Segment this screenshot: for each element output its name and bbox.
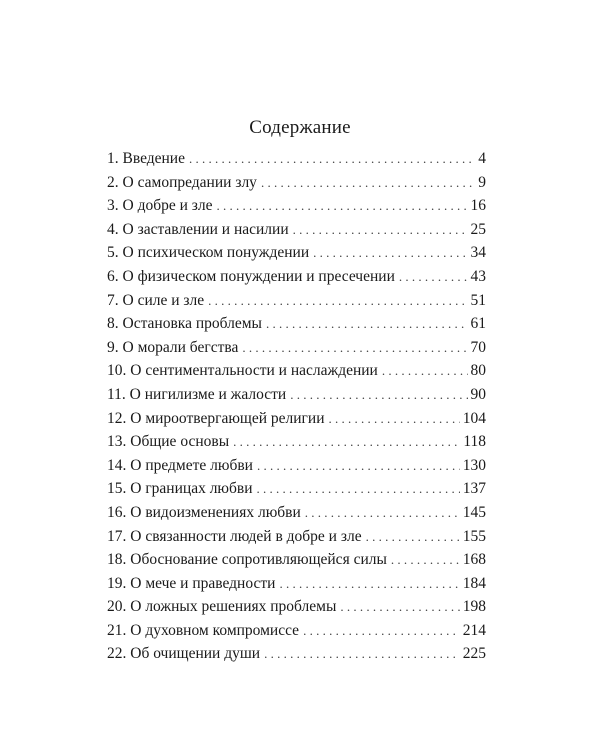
toc-entry xyxy=(107,619,486,643)
toc-entry-page: 4 xyxy=(478,150,486,167)
toc-dot-leader xyxy=(257,454,460,478)
toc-entry xyxy=(107,642,486,666)
toc-entry-label: 1. Введение xyxy=(107,150,185,167)
toc-entry xyxy=(107,454,486,478)
toc-entry-label: 16. О видоизменениях любви xyxy=(107,503,301,521)
toc-entry-label: 3. О добре и зле xyxy=(107,197,213,215)
toc-entry xyxy=(107,241,486,265)
toc-dot-leader xyxy=(340,595,459,619)
toc-entry xyxy=(107,265,486,289)
toc-entry xyxy=(107,194,486,218)
page-title: Содержание xyxy=(249,117,351,138)
toc-dot-leader xyxy=(242,336,467,360)
toc-entry-label: 10. О сентиментальности и наслаждении xyxy=(107,362,378,380)
toc-entry xyxy=(107,336,486,360)
toc-entry xyxy=(107,147,486,171)
toc-entry-page: 118 xyxy=(463,433,486,451)
toc-entry xyxy=(107,218,486,242)
toc-entry-label: 15. О границах любви xyxy=(107,480,253,498)
toc-entry-label: 21. О духовном компромиссе xyxy=(107,621,300,639)
toc-entry xyxy=(107,383,486,407)
toc-entry-page: 130 xyxy=(462,456,486,474)
toc-dot-leader xyxy=(329,407,460,431)
toc-entry xyxy=(107,407,486,431)
toc-entry-page: 145 xyxy=(462,503,486,521)
toc-entry-page: 9 xyxy=(478,173,486,191)
toc-entry-page: 34 xyxy=(470,244,486,262)
toc-dot-leader xyxy=(189,147,475,171)
toc-entry xyxy=(107,548,486,572)
toc-entry-label: 9. О морали бегства xyxy=(107,338,239,356)
toc-dot-leader xyxy=(391,548,460,572)
toc-entry-label: 22. Об очищении души xyxy=(107,645,261,663)
toc-entry-label: 4. О заставлении и насилии xyxy=(107,220,289,238)
toc-dot-leader xyxy=(266,312,468,336)
toc-entry-label: 8. Остановка проблемы xyxy=(107,315,262,333)
toc-entry-page: 155 xyxy=(462,527,486,545)
toc-entry-label: 12. О мироотвергающей религии xyxy=(107,409,325,427)
toc-dot-leader xyxy=(366,525,460,549)
toc-dot-leader xyxy=(313,241,467,265)
toc-entry-page: 90 xyxy=(470,385,486,403)
toc-dot-leader xyxy=(305,501,460,525)
toc-dot-leader xyxy=(293,218,468,242)
toc-entry xyxy=(107,359,486,383)
toc-entry-page: 225 xyxy=(462,645,486,663)
toc-entry-label: 20. О ложных решениях проблемы xyxy=(107,598,337,616)
toc-entry-label: 7. О силе и зле xyxy=(107,291,205,309)
toc-dot-leader xyxy=(264,642,460,666)
toc-entry xyxy=(107,312,486,336)
toc-entry-page: 137 xyxy=(462,480,486,498)
toc-dot-leader xyxy=(399,265,468,289)
toc-entry-label: 13. Общие основы xyxy=(107,433,230,451)
toc-dot-leader xyxy=(208,289,467,313)
toc-dot-leader xyxy=(303,619,460,643)
toc-dot-leader xyxy=(217,194,468,218)
toc-entry-label: 19. О мече и праведности xyxy=(107,574,276,592)
toc-entry-page: 16 xyxy=(470,197,486,215)
toc-entry xyxy=(107,289,486,313)
toc-entry-page: 70 xyxy=(470,338,486,356)
toc-dot-leader xyxy=(279,572,459,596)
toc-dot-leader xyxy=(233,430,460,454)
toc-entry-label: 18. Обоснование сопротивляющейся силы xyxy=(107,551,387,569)
toc-dot-leader xyxy=(261,171,475,195)
toc-dot-leader xyxy=(382,359,468,383)
toc-entry-page: 104 xyxy=(462,409,486,427)
toc-entry xyxy=(107,501,486,525)
toc-entry-label: 5. О психическом понуждении xyxy=(107,244,310,262)
toc-dot-leader xyxy=(257,477,460,501)
table-of-contents xyxy=(107,147,486,666)
toc-entry-label: 14. О предмете любви xyxy=(107,456,253,474)
toc-dot-leader xyxy=(290,383,467,407)
toc-entry-label: 2. О самопредании злу xyxy=(107,173,257,191)
toc-entry-page: 61 xyxy=(470,315,486,333)
toc-entry xyxy=(107,477,486,501)
toc-entry-page: 80 xyxy=(470,362,486,380)
toc-entry-page: 168 xyxy=(462,551,486,569)
toc-entry-label: 11. О нигилизме и жалости xyxy=(107,385,287,403)
toc-entry-page: 51 xyxy=(470,291,486,309)
toc-entry-page: 214 xyxy=(462,621,486,639)
toc-entry-page: 43 xyxy=(470,267,486,285)
toc-entry xyxy=(107,572,486,596)
toc-entry xyxy=(107,595,486,619)
toc-entry-page: 198 xyxy=(462,598,486,616)
toc-entry-page: 184 xyxy=(462,574,486,592)
toc-entry xyxy=(107,525,486,549)
toc-entry-page: 25 xyxy=(470,220,486,238)
toc-entry xyxy=(107,430,486,454)
toc-entry-label: 17. О связанности людей в добре и зле xyxy=(107,527,362,545)
toc-entry xyxy=(107,171,486,195)
toc-entry-label: 6. О физическом понуждении и пресечении xyxy=(107,267,395,285)
